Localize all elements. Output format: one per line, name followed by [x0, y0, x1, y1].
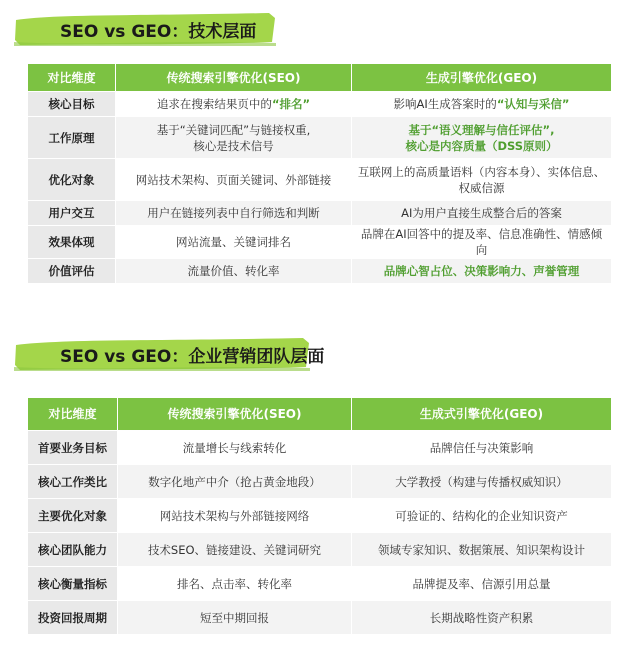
header-geo: 生成式引擎优化(GEO) [352, 398, 612, 431]
table-row [28, 92, 612, 117]
row-label: 投资回报周期 [28, 601, 118, 635]
table-row [28, 117, 612, 159]
table-header-row [28, 64, 612, 92]
section2-banner [14, 337, 325, 371]
section1-title: SEO vs GEO：技术层面 [60, 21, 257, 42]
geo-line: 基于“语义理解与信任评估”, [408, 122, 555, 137]
seo-cell: 技术SEO、链接建设、关键词研究 [118, 533, 352, 567]
seo-cell: 网站技术架构与外部链接网络 [118, 499, 352, 533]
seo-cell [116, 117, 352, 159]
geo-cell: 可验证的、结构化的企业知识资产 [352, 499, 612, 533]
geo-text: 影响AI生成答案时的 [393, 97, 497, 111]
seo-cell [116, 92, 352, 117]
table-row [28, 567, 612, 601]
geo-cell: 品牌在AI回答中的提及率、信息准确性、情感倾向 [352, 226, 612, 259]
table-header-row [28, 398, 612, 431]
geo-cell [352, 159, 612, 201]
seo-text: 追求在搜索结果页中的 [156, 97, 272, 111]
table-row [28, 259, 612, 284]
row-label: 主要优化对象 [28, 499, 118, 533]
seo-cell: 网站流量、关键词排名 [116, 226, 352, 259]
geo-line: 互联网上的高质量语料（内容本身）、实体信息、 [357, 164, 606, 179]
row-label: 核心衡量指标 [28, 567, 118, 601]
seo-line: 基于“关键词匹配”与链接权重, [156, 122, 311, 137]
team-comparison-table [27, 397, 612, 635]
table-row [28, 431, 612, 465]
row-label: 核心目标 [28, 92, 116, 117]
table-row [28, 226, 612, 259]
table-row [28, 201, 612, 226]
section1-banner [14, 12, 276, 46]
geo-cell: AI为用户直接生成整合后的答案 [352, 201, 612, 226]
geo-cell: 品牌心智占位、决策影响力、声誉管理 [352, 259, 612, 284]
row-label: 价值评估 [28, 259, 116, 284]
row-label: 优化对象 [28, 159, 116, 201]
geo-cell [352, 92, 612, 117]
header-dimension: 对比维度 [28, 64, 116, 92]
geo-cell: 品牌提及率、信源引用总量 [352, 567, 612, 601]
header-seo: 传统搜索引擎优化(SEO) [118, 398, 352, 431]
geo-highlight: “认知与采信” [496, 97, 570, 111]
header-geo: 生成引擎优化(GEO) [352, 64, 612, 92]
seo-cell: 数字化地产中介（抢占黄金地段） [118, 465, 352, 499]
seo-cell: 网站技术架构、页面关键词、外部链接 [116, 159, 352, 201]
row-label: 效果体现 [28, 226, 116, 259]
seo-cell: 短至中期回报 [118, 601, 352, 635]
row-label: 工作原理 [28, 117, 116, 159]
header-seo: 传统搜索引擎优化(SEO) [116, 64, 352, 92]
header-dimension: 对比维度 [28, 398, 118, 431]
table-row [28, 465, 612, 499]
table-row [28, 159, 612, 201]
row-label: 核心团队能力 [28, 533, 118, 567]
row-label: 用户交互 [28, 201, 116, 226]
geo-cell: 领域专家知识、数据策展、知识架构设计 [352, 533, 612, 567]
seo-cell: 流量增长与线索转化 [118, 431, 352, 465]
section2-title: SEO vs GEO：企业营销团队层面 [60, 346, 325, 367]
table-row [28, 499, 612, 533]
seo-cell: 流量价值、转化率 [116, 259, 352, 284]
seo-cell: 排名、点击率、转化率 [118, 567, 352, 601]
row-label: 首要业务目标 [28, 431, 118, 465]
seo-highlight: “排名” [271, 97, 311, 111]
seo-line: 核心是技术信号 [193, 138, 274, 153]
table-row [28, 533, 612, 567]
tech-comparison-table [27, 63, 612, 284]
geo-line: 权威信源 [458, 180, 505, 195]
row-label: 核心工作类比 [28, 465, 118, 499]
seo-cell: 用户在链接列表中自行筛选和判断 [116, 201, 352, 226]
geo-line: 核心是内容质量（DSS原则） [405, 138, 558, 153]
geo-cell: 长期战略性资产积累 [352, 601, 612, 635]
table-row [28, 601, 612, 635]
geo-cell: 品牌信任与决策影响 [352, 431, 612, 465]
geo-cell: 大学教授（构建与传播权威知识） [352, 465, 612, 499]
geo-cell [352, 117, 612, 159]
